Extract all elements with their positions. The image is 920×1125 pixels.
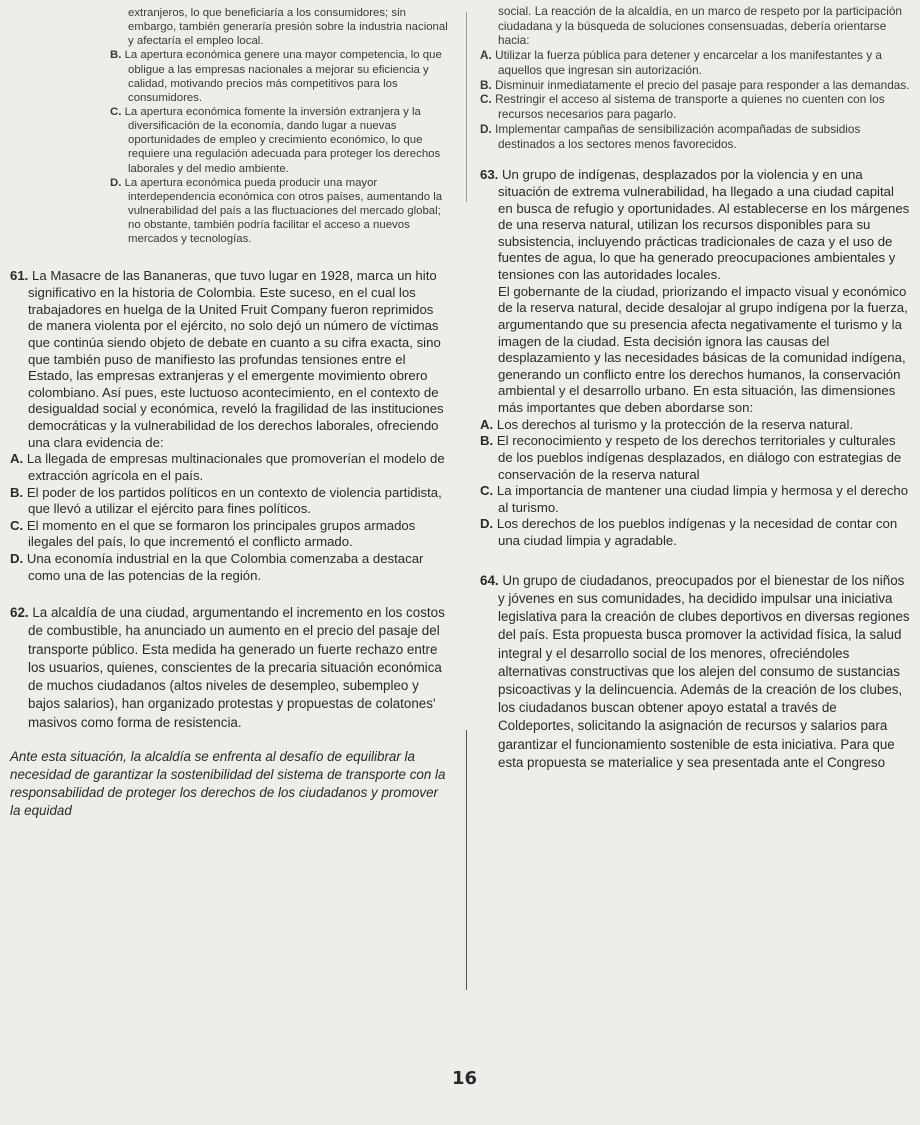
question-63-option-c[interactable]: C. La importancia de mantener una ciudad limpia y hermosa y el derecho al turismo. — [480, 483, 909, 515]
question-62-option-d[interactable]: D. Implementar campañas de sensibilización acompañadas de subsidios destinados a los sectores menos favorecidos. — [480, 121, 861, 151]
right-column — [480, 0, 910, 772]
question-64-stem: 64. Un grupo de ciudadanos, preocupados por el bienestar de los niños y jóvenes en sus comunidades, ha decidido impulsar una iniciativa legislativa para la creación de clubes deportivos en diversas regiones del país. Esta propuesta busca promover la actividad física, la salud integral y el desarrollo social de los menores, ofreciéndoles alternativas constructivas que los alejen del consumo de sustancias psicoactivas y la delincuencia. Además de la creación de los clubes, los ciudadanos buscan obtener apoyo estatal a través de Coldeportes, solicitando la asignación de recursos y salarios para garantizar el funcionamiento sostenible de esta iniciativa. Para que esta propuesta se materialice y sea presentada ante el Congreso — [480, 572, 910, 770]
question-62-continuation — [480, 0, 910, 151]
question-62-option-c[interactable]: C. Restringir el acceso al sistema de transporte a quienes no cuenten con los recursos necesarios para pagarlo. — [480, 92, 885, 122]
question-63-paragraph-2: El gobernante de la ciudad, priorizando el impacto visual y económico de la reserva natural, decide desalojar al grupo indígena por la fuerza, argumentando que su presencia afecta negativamente el turismo y la imagen de la ciudad. Esta decisión ignora las causas del desplazamiento y las necesidades básicas de la comunidad indígena, generando un conflicto entre los derechos humanos, la conservación ambiental y el desarrollo urbano. En esta situación, las dimensiones más importantes que deben abordarse son: — [498, 283, 908, 416]
column-divider-top — [466, 12, 467, 202]
question-62-option-b[interactable]: B. Disminuir inmediatamente el precio del pasaje para responder a las demandas. — [480, 77, 910, 92]
question-62 — [10, 604, 450, 820]
question-61-stem: 61. La Masacre de las Bananeras, que tuvo lugar en 1928, marca un hito significativo en la historia de Colombia. Este suceso, en el cual los trabajadores en huelga de la United Fruit Company fueron reprimidos de manera violenta por el ejército, no solo dejó un número de víctimas que continúa siendo objeto de debate en cuanto a su cifra exacta, sino que también puso de manifiesto las profundas tensiones entre el Estado, las empresas extranjeras y el emergente movimiento obrero colombiano. Así pues, este luctuoso acontecimiento, en el contexto de desigualdad social y económica, reveló la fragilidad de las instituciones democráticas y la vulnerabilidad de los derechos laborales, ofreciendo una clara evidencia de: — [10, 268, 444, 450]
page-number: 16 — [452, 1068, 478, 1089]
left-column — [10, 0, 450, 821]
question-61 — [10, 268, 450, 584]
question-63-option-a[interactable]: A. Los derechos al turismo y la protección de la reserva natural. — [480, 416, 854, 432]
question-63-option-b[interactable]: B. El reconocimiento y respeto de los derechos territoriales y culturales de los pueblos indígenas desplazados, en diálogo con estrategias de conservación de la reserva natural — [480, 433, 902, 482]
question-61-option-b[interactable]: B. El poder de los partidos políticos en un contexto de violencia partidista, que llevó a utilizar el ejército para fines políticos. — [10, 484, 442, 517]
question-62-paragraph-2: Ante esta situación, la alcaldía se enfrenta al desafío de equilibrar la necesidad de garantizar la sostenibilidad del sistema de transporte con la responsabilidad de proteger los derechos de los ciudadanos y promover la equidad — [10, 748, 446, 819]
option-a-fragment: extranjeros, lo que beneficiaría a los consumidores; sin embargo, también generaría presión sobre la industria nacional y afectaría el empleo local. — [128, 7, 448, 48]
question-63-option-d[interactable]: D. Los derechos de los pueblos indígenas y la necesidad de contar con una ciudad limpia y agradable. — [480, 516, 898, 549]
question-62-stem-end: social. La reacción de la alcaldía, en un marco de respeto por la participación ciudadana y la búsqueda de soluciones consensuadas, debería orientarse hacia: — [498, 4, 902, 48]
question-61-option-a[interactable]: A. La llegada de empresas multinacionales que promoverían el modelo de extracción agrícola en el país. — [10, 451, 445, 483]
question-60-continuation — [110, 0, 450, 246]
question-61-option-d[interactable]: D. Una economía industrial en la que Colombia comenzaba a destacar como una de las potencias de la región. — [10, 551, 424, 583]
question-63-stem: 63. Un grupo de indígenas, desplazados por la violencia y en una situación de extrema vulnerabilidad, ha llegado a una ciudad capital en busca de refugio y oportunidades. Al establecerse en los márgenes de una reserva natural, utilizan los recursos disponibles para su subsistencia, incluyendo prácticas tradicionales de caza y el uso de fuentes de agua, lo que ha generado preocupaciones ambientales y tensiones con las autoridades locales. — [480, 167, 910, 283]
question-64 — [480, 572, 910, 772]
question-61-option-c[interactable]: C. El momento en el que se formaron los principales grupos armados ilegales del país, lo que incrementó el conflicto armado. — [10, 517, 416, 550]
question-62-option-a[interactable]: A. Utilizar la fuerza pública para detener y encarcelar a los manifestantes y a aquellos que ingresan sin autorización. — [480, 48, 882, 77]
option-d: D. La apertura económica pueda producir una mayor interdependencia económica con otros países, aumentando la vulnerabilidad del país a las fluctuaciones del mercado global; no obstante, también podría facilitar el acceso a nuevos mercados y tecnologías. — [110, 176, 443, 246]
question-62-stem: 62. La alcaldía de una ciudad, argumentando el incremento en los costos de combustible, ha anunciado un aumento en el precio del pasaje del transporte público. Esta medida ha generado un fuerte rechazo entre los usuarios, quienes, conscientes de la precaria situación económica de muchos ciudadanos (altos niveles de desempleo, subempleo y bajos salarios), han organizado protestas y propuestas de ⁠colatones⁠' masivos como forma de resistencia. — [10, 605, 445, 730]
option-b: B. La apertura económica genere una mayor competencia, lo que obligue a las empresas nacionales a mejorar su eficiencia y calidad, motivando precios más competitivos para los consumidores. — [110, 49, 442, 104]
column-divider-bottom — [466, 730, 467, 990]
question-63 — [480, 167, 910, 549]
option-c: C. La apertura económica fomente la inversión extranjera y la diversificación de la economía, dando lugar a nuevas oportunidades de empleo y crecimiento económico, lo que requiere una regulación adecuada para proteger los derechos laborales y del medio ambiente. — [110, 105, 441, 175]
